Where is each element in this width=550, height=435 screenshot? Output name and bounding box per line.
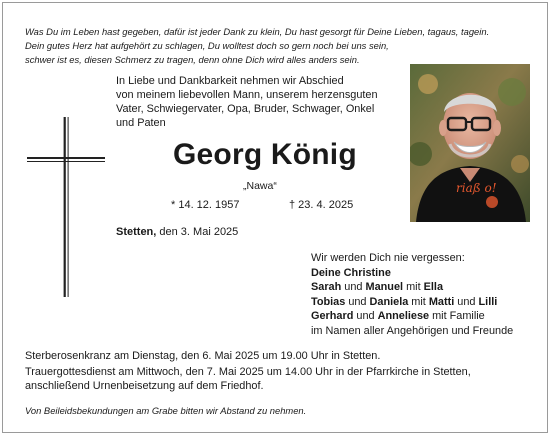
mourner-line	[311, 309, 513, 324]
mourner-line	[311, 295, 513, 310]
mourner-text: mit Familie	[429, 310, 485, 323]
place-date	[116, 225, 238, 239]
poem-text	[25, 25, 489, 67]
mourner-name: Daniela	[369, 295, 409, 308]
service-line: Trauergottesdienst am Mittwoch, den 7. Mai 2025 um 14.00 Uhr in der Pfarrkirche in Stetten,	[25, 366, 471, 378]
mourner-name: Ella	[423, 281, 443, 294]
intro-line: von meinem liebevollen Mann, unserem herzensguten	[116, 89, 378, 101]
poem-line: schwer ist es, diesen Schmerz zu tragen, denn ohne Dich wird alles anders sein.	[25, 54, 360, 65]
intro-line: Vater, Schwiegervater, Opa, Bruder, Schwager, Onkel	[116, 103, 375, 115]
deceased-name: Georg König	[173, 138, 357, 171]
mourner-name: Deine Christine	[311, 266, 391, 279]
mourners-heading: Wir werden Dich nie vergessen:	[311, 252, 465, 264]
intro-text	[116, 74, 378, 130]
poem-line: Was Du im Leben hast gegeben, dafür ist jeder Dank zu klein, Du hast gesorgt für Deine Lieben, tagaus, tagein.	[25, 26, 490, 37]
mourner-text: im Namen aller Angehörigen und Freunde	[311, 324, 514, 337]
birth-date: * 14. 12. 1957	[171, 199, 240, 211]
mourner-name: Gerhard	[311, 310, 354, 323]
mourner-line	[311, 280, 513, 295]
portrait-photo	[410, 64, 530, 222]
intro-line: und Paten	[116, 117, 166, 129]
mourner-text: und	[454, 295, 479, 308]
mourner-name: Lilli	[478, 295, 498, 308]
announcement-date: den 3. Mai 2025	[156, 226, 239, 238]
cross-icon	[27, 117, 105, 297]
deceased-nickname: „Nawa“	[243, 180, 277, 192]
mourner-text: und	[345, 295, 370, 308]
mourner-text: und	[353, 310, 378, 323]
shirt-print-text: riaß o!	[456, 181, 497, 195]
mourner-line	[311, 266, 513, 281]
mourners-block	[311, 251, 513, 339]
poem-line: Dein gutes Herz hat aufgehört zu schlagen, Du wolltest doch so gern noch bei uns sein,	[25, 40, 389, 51]
funeral-service-info	[25, 365, 471, 393]
rosary-info: Sterberosenkranz am Dienstag, den 6. Mai 2025 um 19.00 Uhr in Stetten.	[25, 350, 381, 362]
portrait-image	[410, 64, 530, 222]
service-line: anschließend Urnenbeisetzung auf dem Friedhof.	[25, 380, 264, 392]
mourner-name: Manuel	[365, 281, 404, 294]
mourner-name: Sarah	[311, 281, 342, 294]
mourner-text: und	[341, 281, 366, 294]
mourner-text: mit	[408, 295, 429, 308]
mourner-lines	[311, 266, 513, 339]
mourner-name: Tobias	[311, 295, 346, 308]
mourner-name: Matti	[428, 295, 455, 308]
intro-line: In Liebe und Dankbarkeit nehmen wir Abschied	[116, 75, 344, 87]
condolence-note: Von Beileidsbekundungen am Grabe bitten wir Abstand zu nehmen.	[25, 405, 307, 416]
obituary-card	[2, 2, 548, 433]
mourner-text: mit	[403, 281, 424, 294]
mourner-line	[311, 324, 513, 339]
death-date: † 23. 4. 2025	[289, 199, 354, 211]
mourner-name: Anneliese	[377, 310, 430, 323]
place-name: Stetten,	[116, 226, 157, 238]
